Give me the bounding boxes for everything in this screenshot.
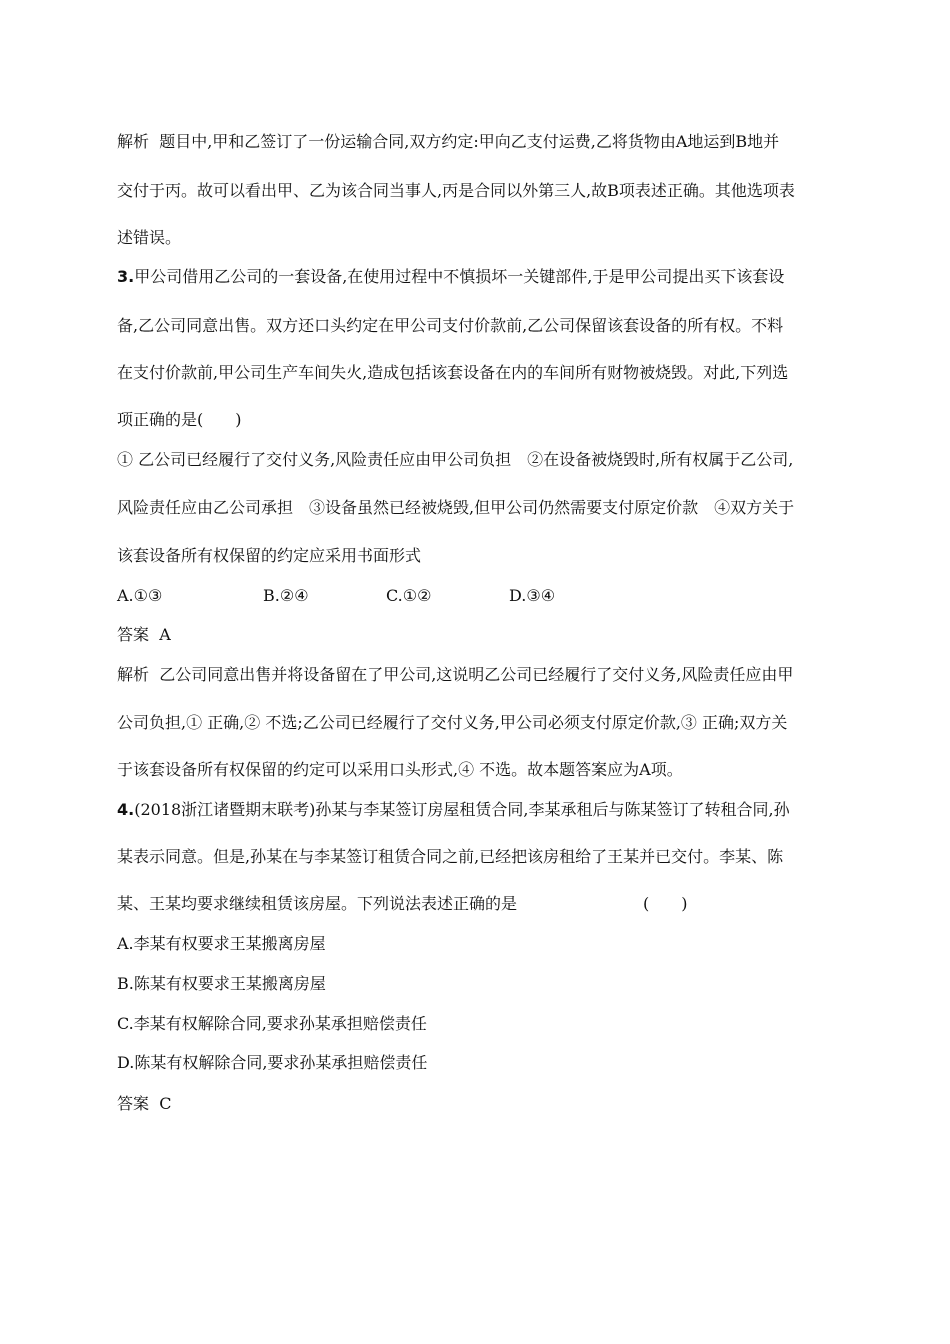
q4-option-a: A.李某有权要求王某搬离房屋 (117, 934, 326, 953)
q3-analysis-line-1 (117, 664, 793, 686)
q3-statement-2: 风险责任应由乙公司承担 ③设备虽然已经被烧毁,但甲公司仍然需要支付原定价款 ④双方关于 (117, 498, 795, 517)
q4-line-2: 某表示同意。但是,孙某在与李某签订租赁合同之前,已经把该房租给了王某并已交付。李某、陈 (117, 847, 784, 866)
q3-analysis-line-3: 于该套设备所有权保留的约定可以采用口头形式,④ 不选。故本题答案应为A项。 (117, 760, 683, 779)
q3-option-d: D.③④ (509, 586, 556, 605)
answer-value: C (159, 1094, 172, 1113)
answer-label: 答案 (117, 625, 150, 644)
prev-analysis-line-3: 述错误。 (117, 228, 182, 247)
analysis-text: 乙公司同意出售并将设备留在了甲公司,这说明乙公司已经履行了交付义务,风险责任应由甲 (159, 665, 794, 684)
q4-number: 4. (117, 800, 135, 819)
q3-line-2: 备,乙公司同意出售。双方还口头约定在甲公司支付价款前,乙公司保留该套设备的所有权。不料 (117, 316, 784, 335)
analysis-text: 题目中,甲和乙签订了一份运输合同,双方约定:甲向乙支付运费,乙将货物由A地运到B地并 (159, 132, 780, 151)
q4-line-3: 某、王某均要求继续租赁该房屋。下列说法表述正确的是 (117, 894, 518, 913)
q4-option-c: C.李某有权解除合同,要求孙某承担赔偿责任 (117, 1014, 427, 1033)
q4-option-d: D.陈某有权解除合同,要求孙某承担赔偿责任 (117, 1053, 428, 1072)
q3-option-b: B.②④ (263, 586, 309, 605)
q3-number: 3. (117, 267, 135, 286)
q3-option-a: A.①③ (117, 586, 163, 605)
analysis-label: 解析 (117, 132, 150, 151)
q3-analysis-line-2: 公司负担,① 正确,② 不选;乙公司已经履行了交付义务,甲公司必须支付原定价款,③ 正确;双方关 (117, 713, 788, 732)
q3-answer (117, 624, 171, 646)
answer-label: 答案 (117, 1094, 150, 1113)
q3-line-1 (117, 266, 784, 288)
q3-line-3: 在支付价款前,甲公司生产车间失火,造成包括该套设备在内的车间所有财物被烧毁。对此,下列选 (117, 363, 789, 382)
q3-text: 甲公司借用乙公司的一套设备,在使用过程中不慎损坏一关键部件,于是甲公司提出买下该套设 (134, 267, 785, 286)
q4-answer (117, 1093, 171, 1115)
q3-option-c: C.①② (386, 586, 432, 605)
q3-line-4: 项正确的是( ) (117, 410, 242, 429)
analysis-label: 解析 (117, 665, 150, 684)
q4-line-1 (117, 799, 790, 821)
prev-analysis-line-2: 交付于丙。故可以看出甲、乙为该合同当事人,丙是合同以外第三人,故B项表述正确。其他选项表 (117, 181, 795, 200)
q4-answer-paren: ( ) (643, 894, 688, 913)
q3-statement-3: 该套设备所有权保留的约定应采用书面形式 (117, 546, 422, 565)
prev-analysis-line-1 (117, 131, 779, 153)
answer-value: A (159, 625, 171, 644)
q4-text: (2018浙江诸暨期末联考)孙某与李某签订房屋租赁合同,李某承租后与陈某签订了转租合同,孙 (134, 800, 790, 819)
q3-statement-1: ① 乙公司已经履行了交付义务,风险责任应由甲公司负担 ②在设备被烧毁时,所有权属于乙公司, (117, 450, 794, 469)
q4-option-b: B.陈某有权要求王某搬离房屋 (117, 974, 326, 993)
